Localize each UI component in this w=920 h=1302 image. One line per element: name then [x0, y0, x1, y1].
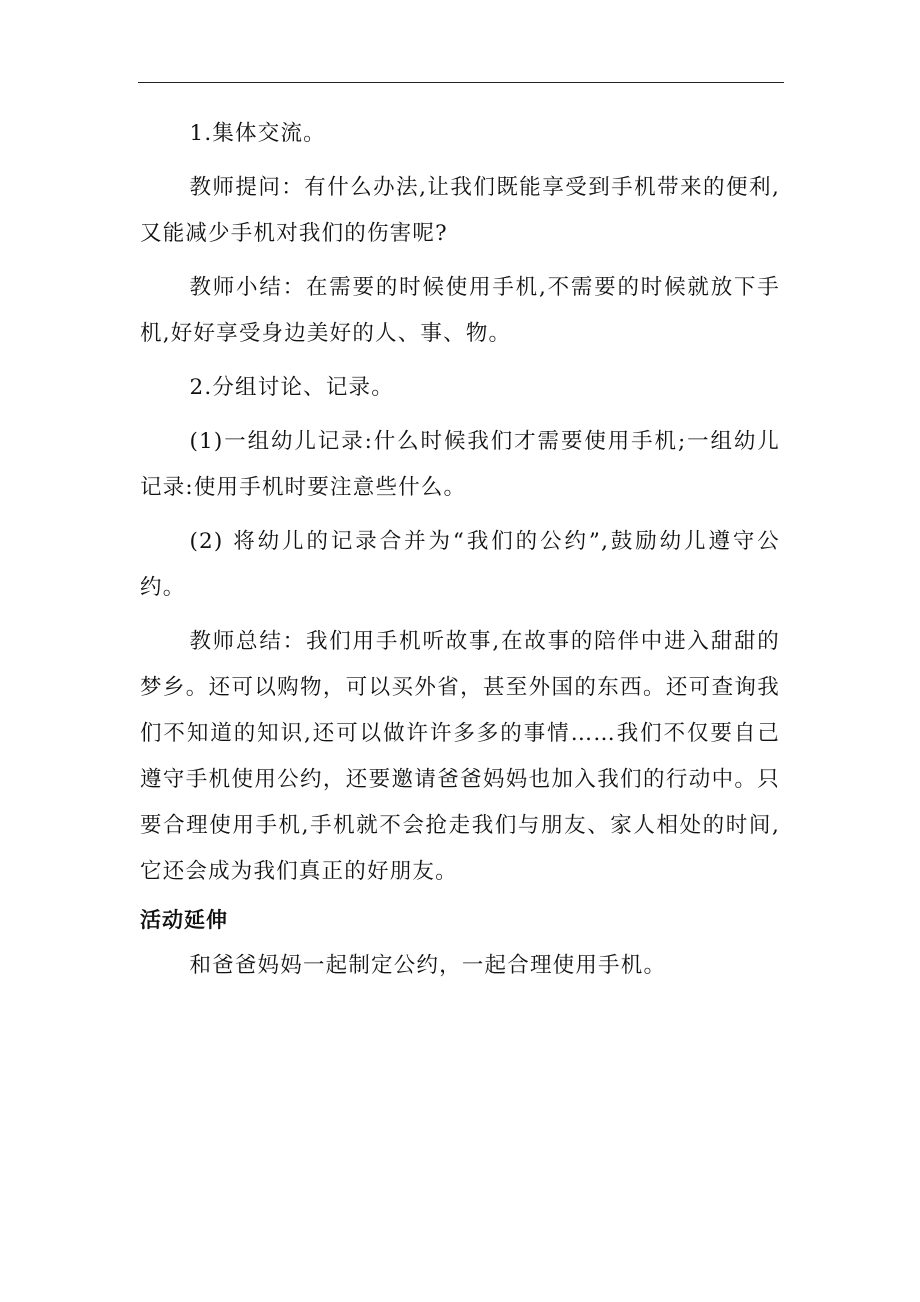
- paragraph-group-record: 2.分组讨论、记录。: [189, 375, 394, 400]
- paragraph-teacher-conclusion: 教师总结：我们用手机听故事,在故事的陪伴中进入甜甜的梦乡。还可以购物，可以买外省，甚至外国的东西。还可查询我们不知道的知识,还可以做许许多多的事情……我们不仅要自己遵守手机使用公约，还要邀请爸爸妈妈也加入我们的行动中。只要合理使用手机,手机就不会抢走我们与朋友、家人相处的时间,它还会成为我们真正的好朋友。: [140, 629, 780, 884]
- section-heading-extension: 活动延伸: [140, 908, 228, 932]
- paragraph-teacher-question: 教师提问：有什么办法,让我们既能享受到手机带来的便利,又能减少手机对我们的伤害呢?: [140, 175, 780, 246]
- paragraph-group-discussion: 1.集体交流。: [189, 121, 326, 146]
- header-rule: [138, 82, 784, 83]
- document-body: [140, 111, 780, 989]
- paragraph-extension: 和爸爸妈妈一起制定公约，一起合理使用手机。: [189, 953, 667, 978]
- paragraph-teacher-summary: 教师小结：在需要的时候使用手机,不需要的时候就放下手机,好好享受身边美好的人、事、物。: [140, 275, 780, 346]
- paragraph-record-2: (2) 将幼儿的记录合并为“我们的公约”,鼓励幼儿遵守公约。: [140, 529, 780, 600]
- paragraph-record-1: (1)一组幼儿记录:什么时候我们才需要使用手机;一组幼儿记录:使用手机时要注意些什么。: [140, 429, 780, 500]
